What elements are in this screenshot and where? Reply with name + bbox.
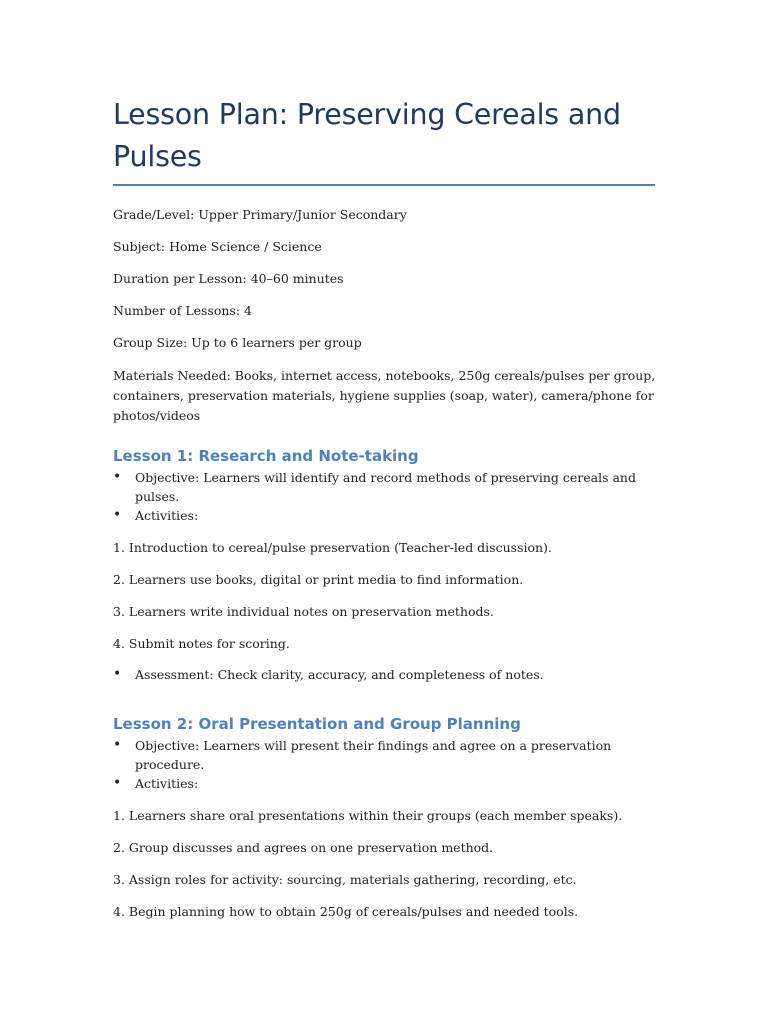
list-item: 1. Introduction to cereal/pulse preservation (Teacher-led discussion). bbox=[113, 540, 552, 555]
group-size: Group Size: Up to 6 learners per group bbox=[113, 335, 362, 350]
list-item: 2. Learners use books, digital or print media to find information. bbox=[113, 572, 524, 587]
materials-needed: Materials Needed: Books, internet access, notebooks, 250g cereals/pulses per group, containers, preservation materials, hygiene supplies (soap, water), camera/phone for photos/videos bbox=[113, 368, 656, 423]
lesson2-heading: Lesson 2: Oral Presentation and Group Planning bbox=[113, 715, 521, 733]
title-underline bbox=[113, 184, 655, 186]
lesson-details bbox=[113, 206, 658, 426]
list-item bbox=[113, 506, 658, 525]
bullet-icon: • bbox=[113, 737, 122, 753]
number-of-lessons: Number of Lessons: 4 bbox=[113, 303, 252, 318]
lesson1-assessment: Assessment: Check clarity, accuracy, and completeness of notes. bbox=[135, 667, 544, 682]
lesson1-heading: Lesson 1: Research and Note-taking bbox=[113, 447, 419, 465]
grade-level: Grade/Level: Upper Primary/Junior Secondary bbox=[113, 207, 407, 222]
bullet-icon: • bbox=[113, 666, 122, 682]
subject: Subject: Home Science / Science bbox=[113, 239, 322, 254]
document-body bbox=[113, 94, 658, 935]
duration: Duration per Lesson: 40–60 minutes bbox=[113, 271, 344, 286]
lesson2-activities-label: Activities: bbox=[135, 776, 199, 791]
list-item: 4. Begin planning how to obtain 250g of cereals/pulses and needed tools. bbox=[113, 904, 579, 919]
list-item bbox=[113, 665, 658, 684]
lesson1-activities-label: Activities: bbox=[135, 508, 199, 523]
bullet-icon: • bbox=[113, 469, 122, 485]
lesson2-objective: Objective: Learners will present their findings and agree on a preservation procedure. bbox=[135, 738, 612, 772]
list-item: 4. Submit notes for scoring. bbox=[113, 636, 290, 651]
bullet-icon: • bbox=[113, 507, 122, 523]
list-item bbox=[113, 468, 658, 506]
lesson1-steps bbox=[113, 539, 658, 653]
lesson1-objective: Objective: Learners will identify and record methods of preserving cereals and pulses. bbox=[135, 470, 636, 504]
bullet-icon: • bbox=[113, 775, 122, 791]
list-item bbox=[113, 736, 658, 774]
document-title: Lesson Plan: Preserving Cereals and Pulses bbox=[113, 98, 621, 173]
list-item bbox=[113, 774, 658, 793]
lesson2-steps bbox=[113, 807, 658, 921]
list-item: 3. Assign roles for activity: sourcing, materials gathering, recording, etc. bbox=[113, 872, 577, 887]
list-item: 2. Group discusses and agrees on one preservation method. bbox=[113, 840, 494, 855]
lesson2-bullet-list bbox=[113, 736, 658, 793]
lesson1-assessment-list bbox=[113, 665, 658, 684]
list-item: 1. Learners share oral presentations within their groups (each member speaks). bbox=[113, 808, 623, 823]
list-item: 3. Learners write individual notes on preservation methods. bbox=[113, 604, 494, 619]
lesson1-bullet-list bbox=[113, 468, 658, 525]
